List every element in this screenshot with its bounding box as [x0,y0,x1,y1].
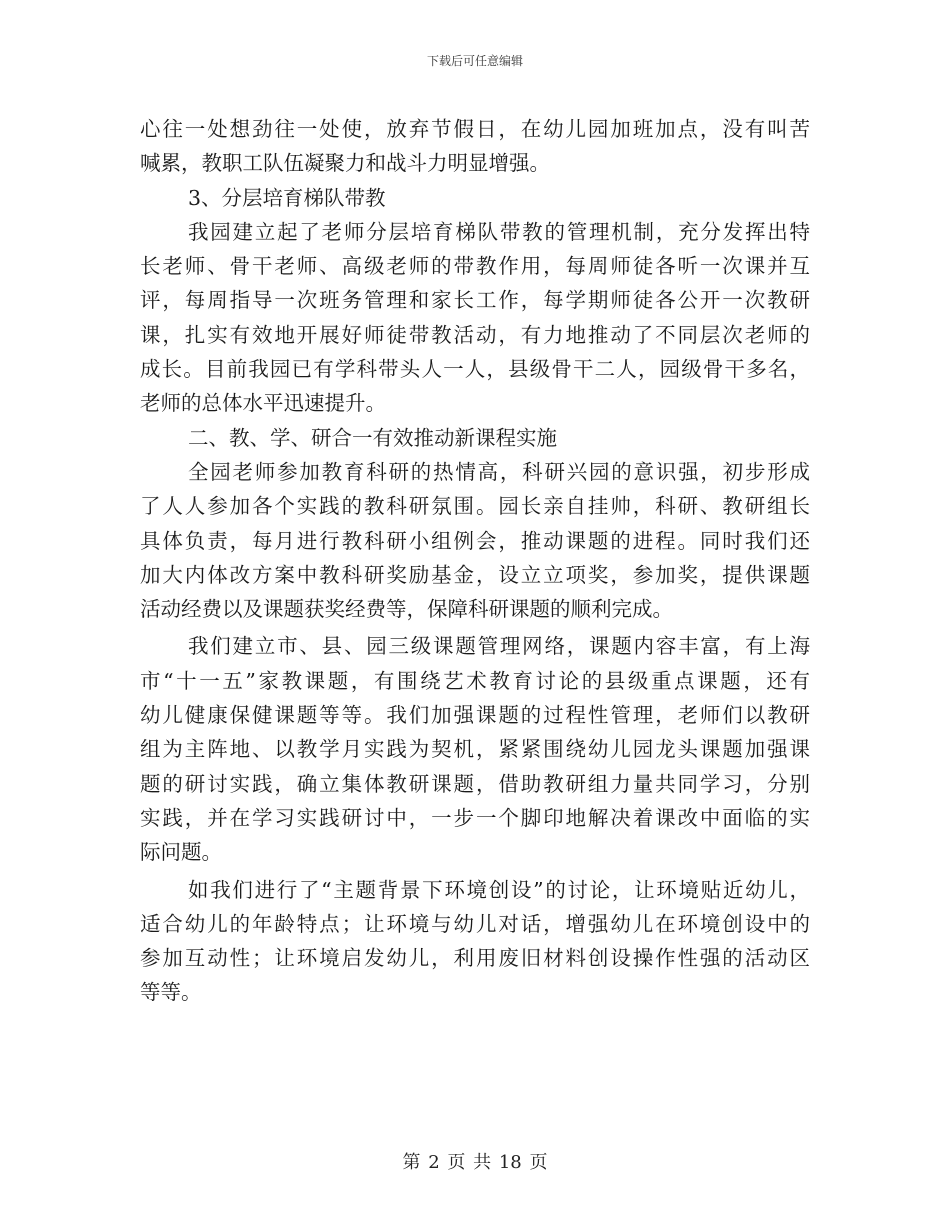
text-line: 市“十一五”家教课题，有围绕艺术教育讨论的县级重点课题，还有 [140,668,810,693]
text-line: 喊累，教职工队伍凝聚力和战斗力明显增强。 [140,151,550,176]
text-line: 具体负责，每月进行教科研小组例会，推动课题的进程。同时我们还 [140,528,810,553]
text-line: 评，每周指导一次班务管理和家长工作，每学期师徒各公开一次教研 [140,288,810,313]
text-line: 心往一处想劲往一处使，放弃节假日，在幼儿园加班加点，没有叫苦 [140,117,810,141]
text-line: 老师的总体水平迅速提升。 [140,391,386,416]
text-line: 我园建立起了老师分层培育梯队带教的管理机制，充分发挥出特 [188,219,810,244]
text-line: 际问题。 [140,840,222,865]
text-line: 题的研讨实践，确立集体教研课题，借助教研组力量共同学习，分别 [140,771,810,796]
text-line: 幼儿健康保健课题等等。我们加强课题的过程性管理，老师们以教研 [140,703,810,728]
text-line: 成长。目前我园已有学科带头人一人，县级骨干二人，园级骨干多名， [140,357,810,382]
text-line: 课，扎实有效地开展好师徒带教活动，有力地推动了不同层次老师的 [140,322,810,347]
page-number: 第 2 页 共 18 页 [402,1152,548,1173]
text-line: 组为主阵地、以教学月实践为契机，紧紧围绕幼儿园龙头课题加强课 [140,737,810,762]
text-line: 参加互动性；让环境启发幼儿，利用废旧材料创设操作性强的活动区 [140,946,810,971]
text-line: 我们建立市、县、园三级课题管理网络，课题内容丰富，有上海 [188,634,810,659]
text-line: 等等。 [140,980,202,1005]
text-line: 如我们进行了“主题背景下环境创设”的讨论，让环境贴近幼儿， [188,877,810,902]
text-line: 活动经费以及课题获奖经费等，保障科研课题的顺利完成。 [140,597,673,622]
page-header: 下载后可任意编辑 [426,54,523,68]
text-line: 长老师、骨干老师、高级老师的带教作用，每周师徒各听一次课并互 [140,254,810,279]
section-heading: 3、分层培育梯队带教 [188,185,386,210]
text-line: 加大内体改方案中教科研奖励基金，设立立项奖，参加奖，提供课题 [140,562,810,587]
text-line: 全园老师参加教育科研的热情高，科研兴园的意识强，初步形成 [188,459,810,484]
text-line: 实践，并在学习实践研讨中，一步一个脚印地解决着课改中面临的实 [140,805,810,830]
text-line: 适合幼儿的年龄特点；让环境与幼儿对话，增强幼儿在环境创设中的 [140,911,810,936]
text-line: 了人人参加各个实践的教科研氛围。园长亲自挂帅，科研、教研组长 [140,494,810,519]
document-body [140,112,810,1010]
section-heading: 二、教、学、研合一有效推动新课程实施 [188,425,557,450]
